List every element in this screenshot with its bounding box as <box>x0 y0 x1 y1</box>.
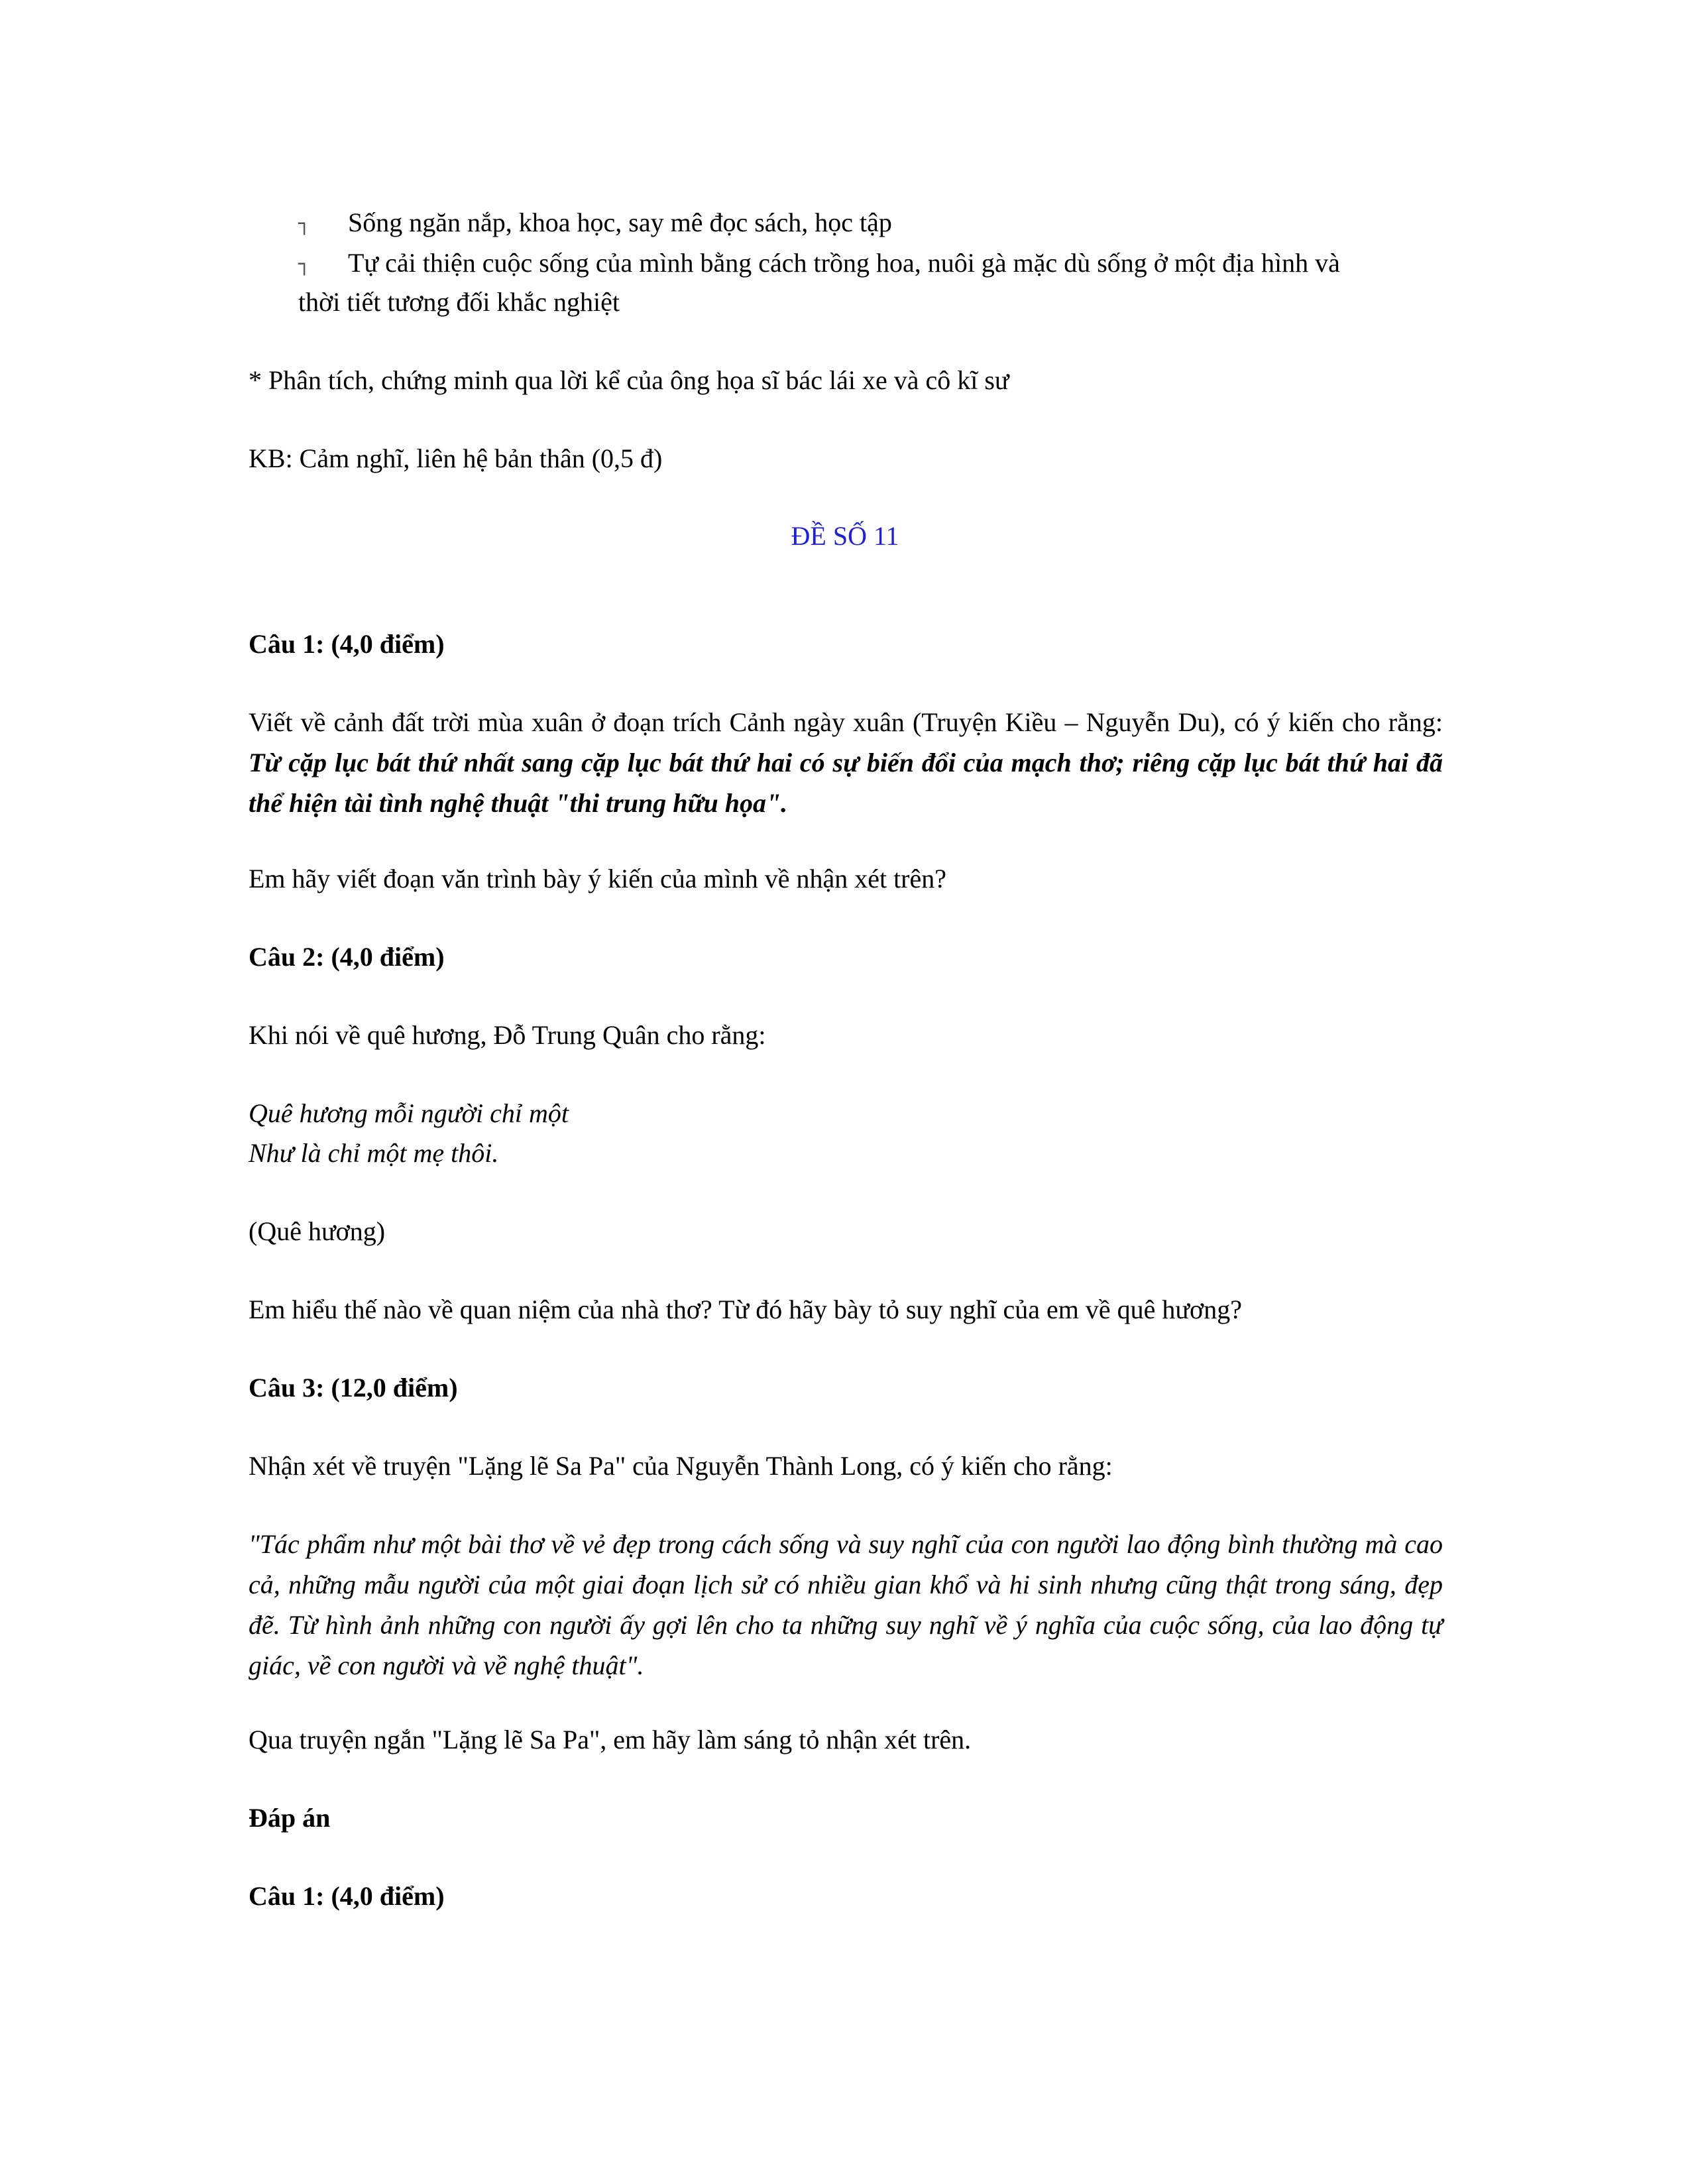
exam-title: ĐỀ SỐ 11 <box>791 521 899 551</box>
bullet-text: Sống ngăn nắp, khoa học, say mê đọc sách, học tập <box>348 207 892 237</box>
bullet-text: Tự cải thiện cuộc sống của mình bằng cách trồng hoa, nuôi gà mặc dù sống ở một địa hình và <box>348 248 1340 278</box>
poem-line: Như là chỉ một mẹ thôi. <box>249 1138 499 1168</box>
kb-line: KB: Cảm nghĩ, liên hệ bản thân (0,5 đ) <box>249 443 663 473</box>
q3-heading: Câu 3: (12,0 điểm) <box>249 1373 458 1403</box>
q3-intro: Nhận xét về truyện "Lặng lẽ Sa Pa" của Nguyễn Thành Long, có ý kiến cho rằng: <box>249 1451 1113 1481</box>
q2-intro: Khi nói về quê hương, Đỗ Trung Quân cho rằng: <box>249 1020 766 1050</box>
analysis-line: * Phân tích, chứng minh qua lời kể của ông họa sĩ bác lái xe và cô kĩ sư <box>249 365 1009 395</box>
q1-task: Em hãy viết đoạn văn trình bày ý kiến của mình về nhận xét trên? <box>249 864 947 893</box>
corner-bracket-icon: ┐ <box>298 212 311 235</box>
answer-heading: Đáp án <box>249 1803 331 1833</box>
q3-quote: "Tác phẩm như một bài thơ về vẻ đẹp trong cách sống và suy nghĩ của con người lao động bình thường mà cao cả, những mẫu người của một giai đoạn lịch sử có nhiều gian khổ và hi sinh nhưng cũng thật trong sáng, đẹp đẽ. Từ hình ảnh những con người ấy gợi lên cho ta những suy nghĩ về ý nghĩa của cuộc sống, của lao động tự giác, về con người và về nghệ thuật". <box>249 1529 1443 1680</box>
bullet-continuation: thời tiết tương đối khắc nghiệt <box>298 287 620 317</box>
q2-task: Em hiểu thế nào về quan niệm của nhà thơ? Từ đó hãy bày tỏ suy nghĩ của em về quê hương? <box>249 1294 1242 1324</box>
q1-heading: Câu 1: (4,0 điểm) <box>249 629 445 659</box>
poem-source: (Quê hương) <box>249 1216 386 1246</box>
bullet-item <box>298 202 892 244</box>
q1-intro: Viết về cảnh đất trời mùa xuân ở đoạn trích Cảnh ngày xuân (Truyện Kiều – Nguyễn Du), có ý kiến cho rằng: <box>249 707 1443 737</box>
q2-heading: Câu 2: (4,0 điểm) <box>249 942 445 972</box>
corner-bracket-icon: ┐ <box>298 253 311 276</box>
q1-prompt <box>249 702 1443 823</box>
answer-q1-heading: Câu 1: (4,0 điểm) <box>249 1881 445 1911</box>
q3-task: Qua truyện ngắn "Lặng lẽ Sa Pa", em hãy làm sáng tỏ nhận xét trên. <box>249 1725 972 1754</box>
q1-quote: Từ cặp lục bát thứ nhất sang cặp lục bát thứ hai có sự biến đổi của mạch thơ; riêng cặp lục bát thứ hai đã thể hiện tài tình nghệ thuật "thi trung hữu họa". <box>249 748 1443 818</box>
poem-line: Quê hương mỗi người chỉ một <box>249 1098 569 1128</box>
bullet-item <box>298 243 1340 284</box>
